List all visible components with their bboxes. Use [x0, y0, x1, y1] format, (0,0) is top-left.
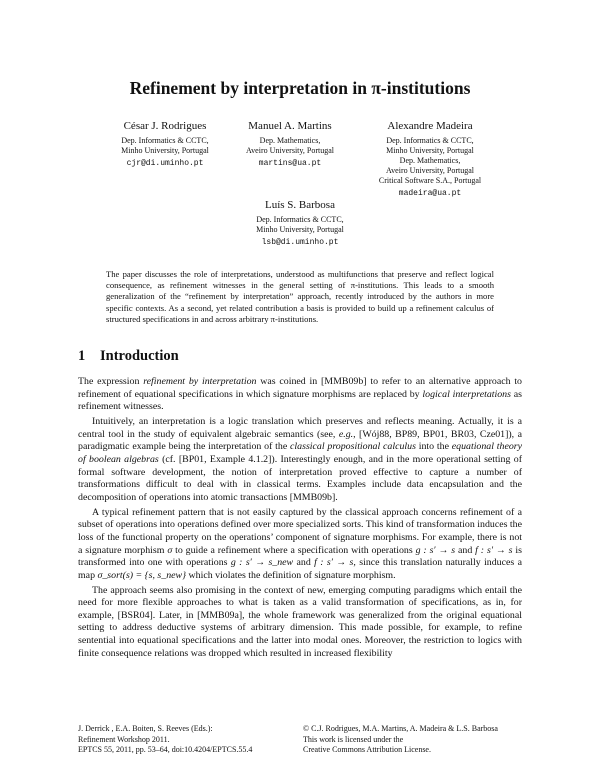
author-email[interactable]: cjr@di.uminho.pt — [126, 159, 204, 168]
author-name: Luís S. Barbosa — [265, 199, 335, 211]
author-affiliation: Dep. Informatics & CCTC, — [121, 136, 209, 145]
author-block — [100, 119, 230, 169]
paragraph: The approach seems also promising in the context of new, emerging computing paradigms which entail the need for more flexible approaches to what is taken as a valid transformation of specifications, as in, for example, [BSR04]. Later, in [MMB09a], the whole framework was generalized from the original equational setting to address deductive systems of arbitrary dimension. This made possible, for example, to refine sentential into equational specifications and the latter into modal ones. Moreover, the restriction to logics with finite consequence relations was dropped which resulted in increased flexibility — [78, 584, 522, 659]
author-email[interactable]: martins@ua.pt — [258, 159, 322, 168]
footer-license — [303, 724, 498, 756]
author-block — [225, 119, 355, 169]
author-affiliation: Dep. Informatics & CCTC, — [386, 136, 474, 145]
section-title: Introduction — [100, 348, 179, 364]
abstract: The paper discusses the role of interpretations, understood as multifunctions that preserve and reflect logical consequence, as refinement witnesses in the general setting of π-institutions. This leads to a smooth generalization of the “refinement by interpretation” approach, recently introduced by the authors in more specific contexts. As a second, yet related contribution a basis is provided to build up a refinement calculus of structured specifications in and across arbitrary π-institutions. — [106, 269, 494, 324]
author-name: César J. Rodrigues — [123, 120, 207, 132]
author-email[interactable]: madeira@ua.pt — [398, 189, 462, 198]
paragraph: The expression refinement by interpretation was coined in [MMB09b] to refer to an alternative approach to refinement of equational specifications in which signature morphisms are replaced by logical interpretations as refinement witnesses. — [78, 376, 522, 413]
author-affiliation: Dep. Mathematics, — [259, 136, 321, 145]
section-heading — [78, 348, 179, 365]
paragraph: A typical refinement pattern that is not easily captured by the classical approach concerns refinement of a subset of operations into operations defined over more specialized sorts. This kind of transformation induces the loss of the functional property on the operations’ component of signature morphisms. For example, there is not a signature morphism σ to guide a refinement where a specification with operations g : s′ → s and f : s′ → s is transformed into one with operations g : s′ → s_new and f : s′ → s, since this translation naturally induces a map σ_sort(s) = {s, s_new} which violates the definition of signature morphism. — [78, 506, 522, 581]
author-affiliation: Dep. Informatics & CCTC, — [256, 215, 344, 224]
author-affiliation: Minho University, Portugal — [256, 225, 344, 234]
author-name: Alexandre Madeira — [387, 120, 473, 132]
author-affiliation: Critical Software S.A., Portugal — [378, 176, 482, 185]
author-affiliation: Minho University, Portugal — [386, 146, 474, 155]
paper-title: Refinement by interpretation in π-institutions — [129, 78, 471, 98]
author-email[interactable]: lsb@di.uminho.pt — [261, 238, 339, 247]
footer-citation — [78, 724, 252, 756]
footer-line: Refinement Workshop 2011. — [78, 734, 170, 744]
paragraph: Intuitively, an interpretation is a logic translation which preserves and reflects meaning. Actually, it is a central tool in the study of equivalent algebraic semantics (see, e.g., [Wój88, BP89, BP01, BR03, Cze01]), a paradigmatic example being the interpretation of the classical propositional calculus into the equational theory of boolean algebras (cf. [BP01, Example 4.1.2]). Interestingly enough, and in the more operational setting of formal software development, the notion of interpretation proved effective to capture a number of transformations difficult to deal with in classical terms. Examples include data encapsulation and the decomposition of operations into atomic transactions [MMB09b]. — [78, 415, 523, 503]
author-affiliation: Dep. Mathematics, — [399, 156, 461, 165]
author-affiliation: Aveiro University, Portugal — [386, 166, 474, 175]
footer-line: This work is licensed under the — [303, 734, 404, 744]
author-affiliation: Aveiro University, Portugal — [246, 146, 334, 155]
section-number: 1 — [78, 348, 86, 364]
author-affiliation: Minho University, Portugal — [121, 146, 209, 155]
author-block — [235, 198, 365, 248]
body-text — [78, 376, 522, 660]
footer-line: EPTCS 55, 2011, pp. 53–64, doi:10.4204/EPTCS.55.4 — [78, 745, 253, 754]
author-block — [355, 119, 505, 199]
footer-line: Creative Commons Attribution License. — [303, 745, 431, 754]
author-name: Manuel A. Martins — [248, 120, 332, 132]
footer-line: © C.J. Rodrigues, M.A. Martins, A. Madeira & L.S. Barbosa — [303, 724, 498, 733]
footer-line: J. Derrick , E.A. Boiten, S. Reeves (Eds.): — [78, 724, 213, 733]
